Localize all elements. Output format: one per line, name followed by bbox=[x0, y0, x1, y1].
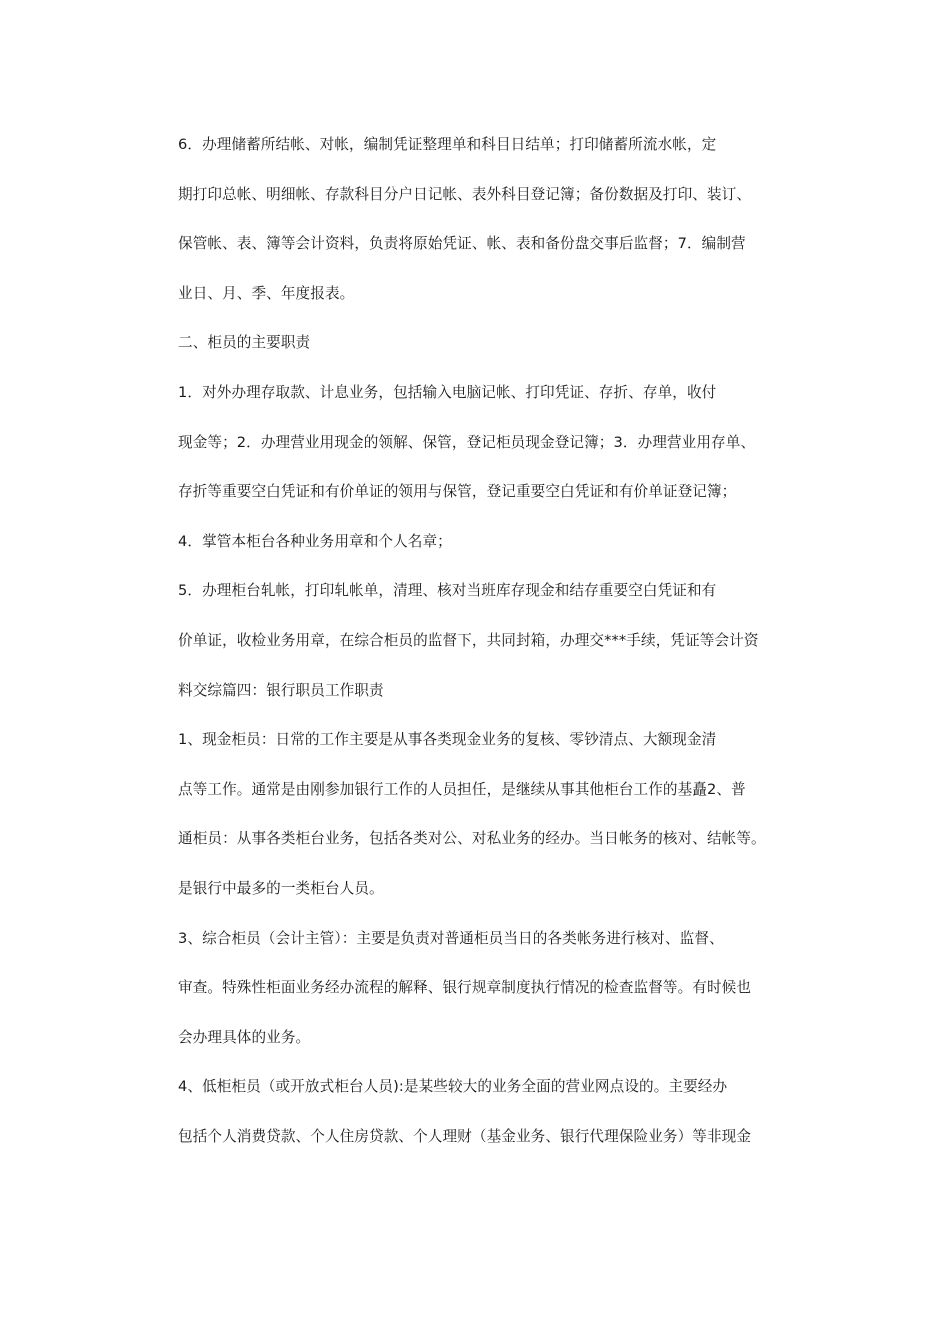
text-line: 审查。特殊性柜面业务经办流程的解释、银行规章制度执行情况的检查监督等。有时候也 bbox=[178, 979, 752, 997]
paragraph-low-counter-teller bbox=[144, 1062, 808, 1161]
text-line: 4．掌管本柜台各种业务用章和个人名章； bbox=[178, 532, 452, 550]
text-line: 业日、月、季、年度报表。 bbox=[178, 284, 355, 302]
text-line: 1．对外办理存取款、计息业务，包括输入电脑记帐、打印凭证、存折、存单，收付 bbox=[178, 383, 717, 401]
paragraph-teller-duties-5 bbox=[144, 566, 808, 715]
text-line: 二、柜员的主要职责 bbox=[178, 334, 311, 352]
text-line: 存折等重要空白凭证和有价单证的领用与保管，登记重要空白凭证和有价单证登记簿； bbox=[178, 483, 737, 501]
paragraph-cash-teller bbox=[144, 715, 808, 913]
text-line: 料交综篇四：银行职员工作职责 bbox=[178, 681, 384, 699]
section-heading-teller-duties bbox=[144, 318, 808, 368]
text-line: 1、现金柜员：日常的工作主要是从事各类现金业务的复核、零钞清点、大额现金清 bbox=[178, 731, 717, 749]
text-line: 期打印总帐、明细帐、存款科目分户日记帐、表外科目登记簿；备份数据及打印、装订、 bbox=[178, 185, 752, 203]
text-line: 3、综合柜员（会计主管）：主要是负责对普通柜员当日的各类帐务进行核对、监督、 bbox=[178, 929, 724, 947]
document-body bbox=[144, 120, 808, 1161]
text-line: 通柜员：从事各类柜台业务，包括各类对公、对私业务的经办。当日帐务的核对、结帐等。 bbox=[178, 830, 766, 848]
text-line: 会办理具体的业务。 bbox=[178, 1028, 311, 1046]
text-line: 是银行中最多的一类柜台人员。 bbox=[178, 879, 384, 897]
text-line: 5．办理柜台轧帐，打印轧帐单，清理、核对当班库存现金和结存重要空白凭证和有 bbox=[178, 582, 717, 600]
text-line: 保管帐、表、簿等会计资料，负责将原始凭证、帐、表和备份盘交事后监督；7．编制营 bbox=[178, 235, 746, 253]
text-line: 价单证，收检业务用章，在综合柜员的监督下，共同封箱，办理交***手续，凭证等会计资 bbox=[178, 631, 759, 649]
text-line: 6．办理储蓄所结帐、对帐，编制凭证整理单和科目日结单；打印储蓄所流水帐，定 bbox=[178, 136, 717, 153]
paragraph-item-6 bbox=[144, 120, 808, 318]
text-line: 包括个人消费贷款、个人住房贷款、个人理财（基金业务、银行代理保险业务）等非现金 bbox=[178, 1127, 752, 1145]
paragraph-general-teller bbox=[144, 914, 808, 1063]
paragraph-teller-duties-1-4 bbox=[144, 368, 808, 566]
text-line: 点等工作。通常是由刚参加银行工作的人员担任，是继续从事其他柜台工作的基矗2、普 bbox=[178, 780, 746, 798]
text-line: 4、低柜柜员（或开放式柜台人员):是某些较大的业务全面的营业网点设的。主要经办 bbox=[178, 1078, 728, 1096]
text-line: 现金等；2．办理营业用现金的领解、保管，登记柜员现金登记簿；3．办理营业用存单、 bbox=[178, 433, 756, 451]
